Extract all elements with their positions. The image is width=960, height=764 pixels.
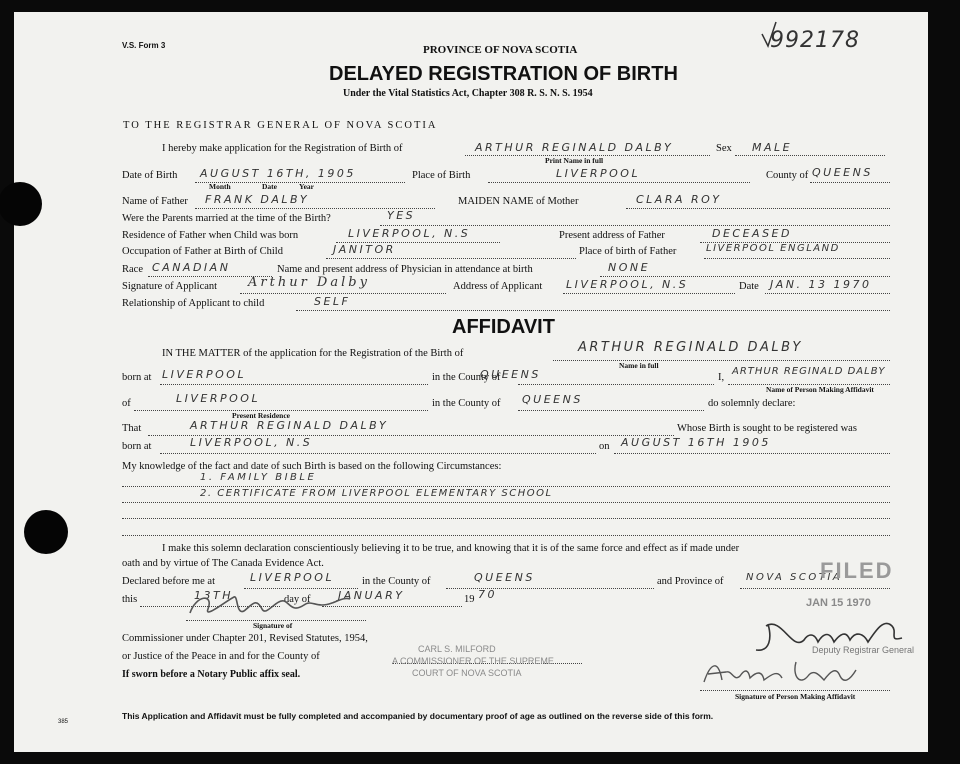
commissioner-text: Commissioner under Chapter 201, Revised Statutes, 1954, (122, 633, 368, 644)
name-in-full-hint: Name in full (619, 361, 659, 370)
field-line (296, 310, 890, 311)
born-at-value: LIVERPOOL (162, 368, 247, 381)
present-address-value: DECEASED (712, 227, 792, 240)
field-line (160, 453, 596, 454)
field-line (735, 155, 885, 156)
filed-date-stamp: JAN 15 1970 (806, 597, 871, 609)
day-of-label: day of (284, 594, 311, 605)
whose-birth-label: Whose Birth is sought to be registered was (677, 423, 857, 434)
field-line (563, 293, 735, 294)
date-value: JAN. 13 1970 (770, 278, 872, 291)
field-line (740, 588, 890, 589)
matter-name: ARTHUR REGINALD DALBY (578, 340, 803, 355)
commissioner-signature (186, 591, 356, 621)
county-label: in the County of (432, 372, 501, 383)
county3-label: in the County of (362, 576, 431, 587)
married-label: Were the Parents married at the time of the Birth? (122, 213, 331, 224)
county-label: in the County of (432, 398, 501, 409)
of-value: LIVERPOOL (176, 392, 261, 405)
year-hint: Year (299, 182, 314, 191)
field-line (765, 293, 890, 294)
of-label: of (122, 398, 131, 409)
applicant-signature: Arthur Dalby (248, 275, 370, 290)
commissioner-stamp-court: COURT OF NOVA SCOTIA (412, 668, 522, 678)
declare-label: do solemnly declare: (708, 398, 796, 409)
serial-number: 992178 (770, 28, 860, 53)
deputy-registrar-label: Deputy Registrar General (812, 645, 915, 655)
field-line (122, 486, 890, 487)
county3-value: QUEENS (474, 571, 535, 584)
county-label: County of (766, 170, 809, 181)
signature-of-hint: Signature of (253, 621, 293, 630)
field-line (488, 182, 750, 183)
field-line (553, 360, 890, 361)
dob-value: AUGUST 16TH, 1905 (200, 167, 356, 180)
relationship-label: Relationship of Applicant to child (122, 298, 265, 309)
affiant-hint: Name of Person Making Affidavit (766, 385, 874, 394)
field-line (160, 384, 428, 385)
check-mark (760, 20, 780, 50)
form-id: V.S. Form 3 (122, 41, 166, 50)
county2-value: QUEENS (522, 393, 583, 406)
field-line (600, 276, 890, 277)
signature-person-hint: Signature of Person Making Affidavit (735, 692, 856, 701)
solemn-text-2: oath and by virtue of The Canada Evidence Act. (122, 558, 324, 569)
province-value: NOVA SCOTIA (746, 572, 843, 583)
this-label: this (122, 594, 138, 605)
physician-value: NONE (608, 261, 651, 274)
applicant-address-label: Address of Applicant (453, 281, 543, 292)
knowledge-label: My knowledge of the fact and date of such Birth is based on the following Circumstances: (122, 461, 502, 472)
notary-note: If sworn before a Notary Public affix seal. (122, 669, 301, 680)
province-label: and Province of (657, 576, 724, 587)
field-line (122, 502, 890, 503)
date-label: Date (739, 281, 759, 292)
place-label: Place of Birth (412, 170, 471, 181)
year-prefix: 19 (464, 594, 475, 605)
born-at-label: born at (122, 372, 152, 383)
present-residence-hint: Present Residence (232, 411, 290, 420)
commissioner-stamp-name: CARL S. MILFORD (418, 644, 496, 654)
race-value: CANADIAN (152, 261, 231, 274)
field-line (240, 293, 446, 294)
footer-code: 385 (58, 719, 69, 725)
county-value: QUEENS (480, 368, 541, 381)
field-line (810, 182, 890, 183)
field-line (704, 258, 890, 259)
affiant-name: ARTHUR REGINALD DALBY (732, 366, 886, 377)
commissioner-stamp-title: A COMMISSIONER OF THE SUPREME (392, 656, 554, 666)
on-label: on (599, 441, 610, 452)
applicant-address-value: LIVERPOOL, N.S (566, 278, 689, 291)
form-title: DELAYED REGISTRATION OF BIRTH (329, 63, 678, 85)
solemn-text: I make this solemn declaration conscientiously believing it to be true, and knowing that it is of the same force and effect as if made under (162, 543, 740, 554)
province-heading: PROVINCE OF NOVA SCOTIA (423, 44, 578, 56)
punch-hole (24, 510, 68, 554)
county-value: QUEENS (812, 166, 873, 179)
commissioner-text-2: or Justice of the Peace in and for the County of (122, 651, 320, 662)
that-label: That (122, 423, 142, 434)
mother-label: MAIDEN NAME of Mother (458, 196, 579, 207)
field-line (518, 410, 704, 411)
circumstance-2: 2. CERTIFICATE FROM LIVERPOOL ELEMENTARY SCHOOL (200, 488, 553, 499)
field-line (122, 535, 890, 536)
punch-hole (0, 182, 42, 226)
sex-value: MALE (752, 141, 793, 154)
on-date: AUGUST 16TH 1905 (621, 436, 771, 449)
occupation-value: JANITOR (333, 243, 396, 256)
field-line (122, 518, 890, 519)
i-label: I, (718, 372, 725, 383)
mother-value: CLARA ROY (636, 193, 722, 206)
born-at2-label: born at (122, 441, 152, 452)
residence-label: Residence of Father when Child was born (122, 230, 299, 241)
dob-label: Date of Birth (122, 170, 178, 181)
affidavit-heading: AFFIDAVIT (452, 316, 555, 338)
signature-label: Signature of Applicant (122, 281, 218, 292)
intro-label: I hereby make application for the Registration of Birth of (162, 143, 403, 154)
father-birthplace-value: LIVERPOOL ENGLAND (706, 243, 840, 254)
matter-label: IN THE MATTER of the application for the Registration of the Birth of (162, 348, 464, 359)
residence-value: LIVERPOOL, N.S (348, 227, 471, 240)
affiant-signature (700, 656, 860, 690)
field-line (518, 384, 714, 385)
form-subtitle: Under the Vital Statistics Act, Chapter 308 R. S. N. S. 1954 (343, 88, 593, 99)
field-line (614, 453, 890, 454)
field-line (326, 258, 576, 259)
occupation-label: Occupation of Father at Birth of Child (122, 246, 283, 257)
footer-note: This Application and Affidavit must be fully completed and accompanied by documentary proof of age as outlined on the reverse side of this form. (122, 711, 714, 721)
field-line (626, 208, 890, 209)
date-hint: Date (262, 182, 277, 191)
day-value: 13TH (194, 589, 233, 602)
filed-stamp: FILED (820, 558, 894, 583)
place-value: LIVERPOOL (556, 167, 641, 180)
race-label: Race (122, 264, 143, 275)
month-value: JANUARY (338, 589, 405, 602)
that-name: ARTHUR REGINALD DALBY (190, 419, 389, 432)
father-value: FRANK DALBY (205, 193, 310, 206)
born-at2-value: LIVERPOOL, N.S (190, 436, 313, 449)
circumstance-1: 1. FAMILY BIBLE (200, 472, 317, 483)
sex-label: Sex (716, 143, 732, 154)
relationship-value: SELF (314, 295, 351, 308)
year-value: 70 (478, 588, 497, 601)
father-label: Name of Father (122, 196, 188, 207)
addressee: TO THE REGISTRAR GENERAL OF NOVA SCOTIA (123, 120, 438, 131)
print-name-hint: Print Name in full (545, 156, 604, 165)
month-hint: Month (209, 182, 231, 191)
father-birthplace-label: Place of birth of Father (579, 246, 677, 257)
child-name: ARTHUR REGINALD DALBY (475, 141, 674, 154)
field-line (380, 225, 890, 226)
physician-label: Name and present address of Physician in attendance at birth (277, 264, 533, 275)
present-address-label: Present address of Father (559, 230, 665, 241)
married-value: YES (387, 209, 416, 222)
declared-label: Declared before me at (122, 576, 215, 587)
declared-at: LIVERPOOL (250, 571, 335, 584)
